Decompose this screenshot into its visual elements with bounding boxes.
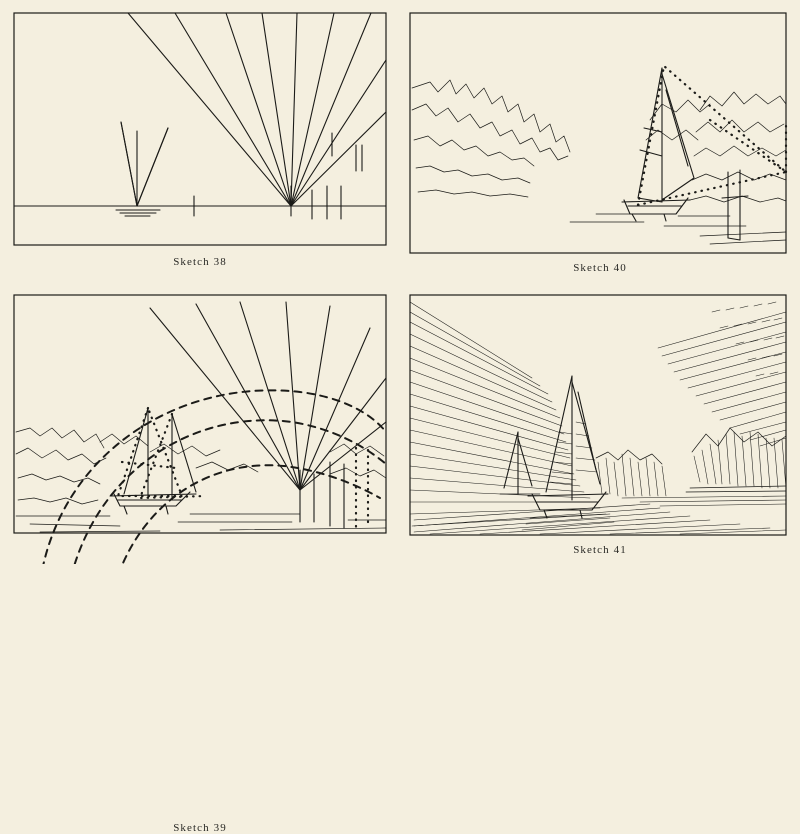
sketch-39-drawing — [0, 282, 400, 564]
sketch-38-drawing — [0, 0, 400, 282]
figure-cell-sketch-41 — [400, 282, 800, 564]
figure-cell-sketch-39 — [0, 282, 400, 834]
caption-sketch-38: Sketch 38 — [173, 256, 227, 268]
sketch-40-drawing — [400, 0, 800, 282]
figure-sketch-40 — [400, 0, 800, 282]
sketch-41-drawing — [400, 282, 800, 564]
caption-sketch-40: Sketch 40 — [573, 262, 627, 274]
caption-sketch-41: Sketch 41 — [573, 544, 627, 556]
figure-cell-sketch-38 — [0, 0, 400, 282]
figure-sketch-41 — [400, 282, 800, 564]
caption-sketch-39: Sketch 39 — [173, 822, 227, 834]
figure-sketch-38 — [0, 0, 400, 282]
figure-cell-sketch-40 — [400, 0, 800, 282]
figure-sketch-39 — [0, 282, 400, 564]
